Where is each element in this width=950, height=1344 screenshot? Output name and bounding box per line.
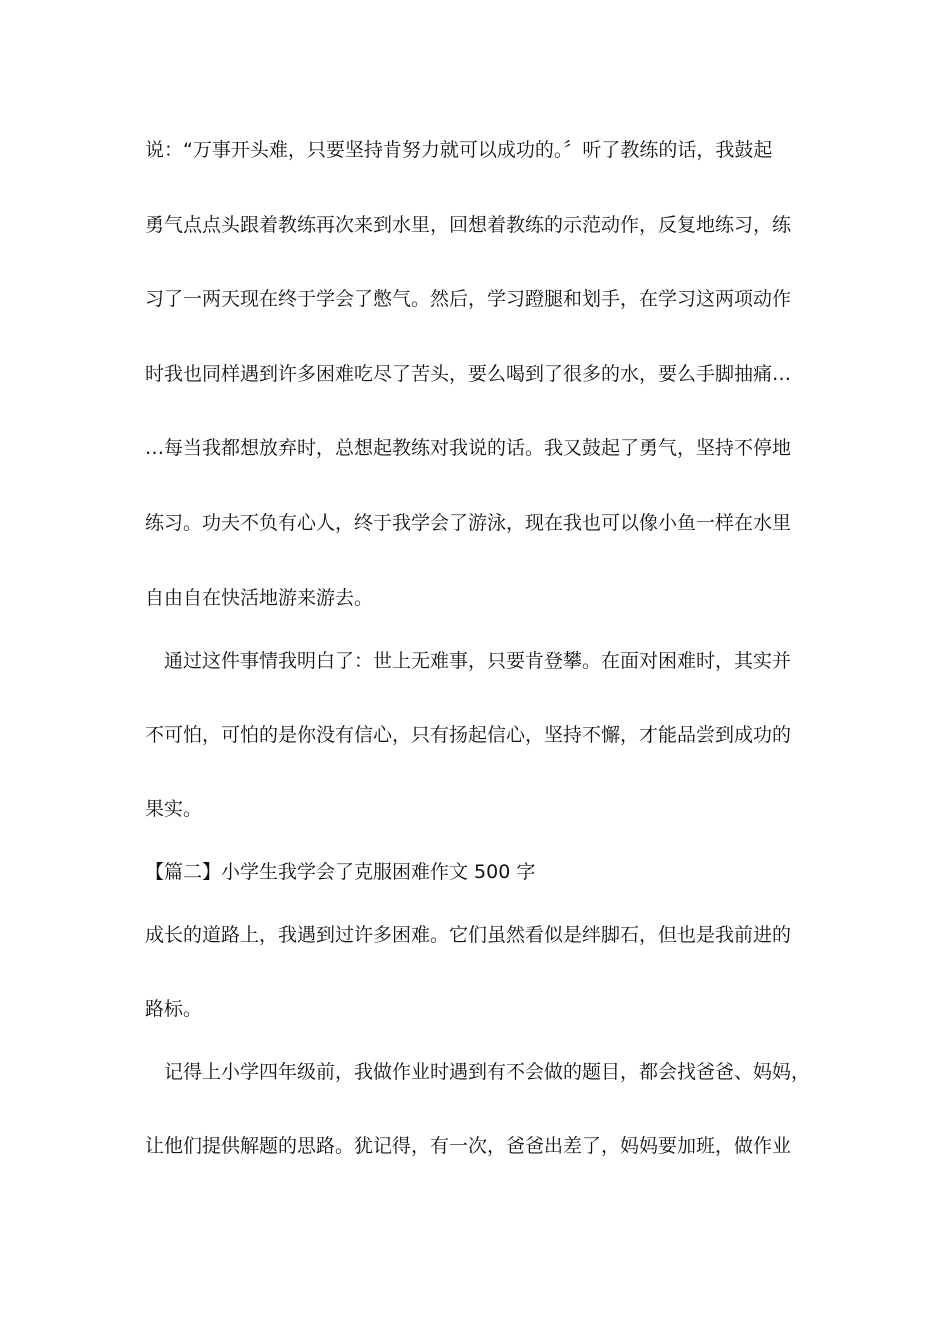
paragraph-line: 习了一两天现在终于学会了憋气。然后，学习蹬腿和划手，在学习这两项动作 [145,288,792,310]
section-heading: 【篇二】小学生我学会了克服困难作文 500 字 [145,861,536,883]
paragraph-line: 成长的道路上，我遇到过许多困难。它们虽然看似是绊脚石，但也是我前进的 [145,924,792,946]
paragraph-line: 路标。 [145,998,203,1020]
paragraph-line: …每当我都想放弃时，总想起教练对我说的话。我又鼓起了勇气，坚持不停地 [145,437,792,459]
paragraph-line: 通过这件事情我明白了：世上无难事，只要肯登攀。在面对困难时，其实并 [145,650,792,672]
paragraph-line: 自由自在快活地游来游去。 [145,587,374,609]
paragraph-line: 勇气点点头跟着教练再次来到水里，回想着教练的示范动作，反复地练习，练 [145,214,792,236]
paragraph-line: 果实。 [145,798,203,820]
paragraph-line: 不可怕，可怕的是你没有信心，只有扬起信心，坚持不懈，才能品尝到成功的 [145,724,792,746]
paragraph-line: 记得上小学四年级前，我做作业时遇到有不会做的题目，都会找爸爸、妈妈， [145,1061,811,1083]
paragraph-line: 时我也同样遇到许多困难吃尽了苦头，要么喝到了很多的水，要么手脚抽痛… [145,363,792,385]
paragraph-line: 让他们提供解题的思路。犹记得，有一次，爸爸出差了，妈妈要加班，做作业 [145,1135,792,1157]
paragraph-line: 说：“万事开头难，只要坚持肯努力就可以成功的。〞听了教练的话，我鼓起 [145,139,773,161]
paragraph-line: 练习。功夫不负有心人，终于我学会了游泳，现在我也可以像小鱼一样在水里 [145,512,792,534]
